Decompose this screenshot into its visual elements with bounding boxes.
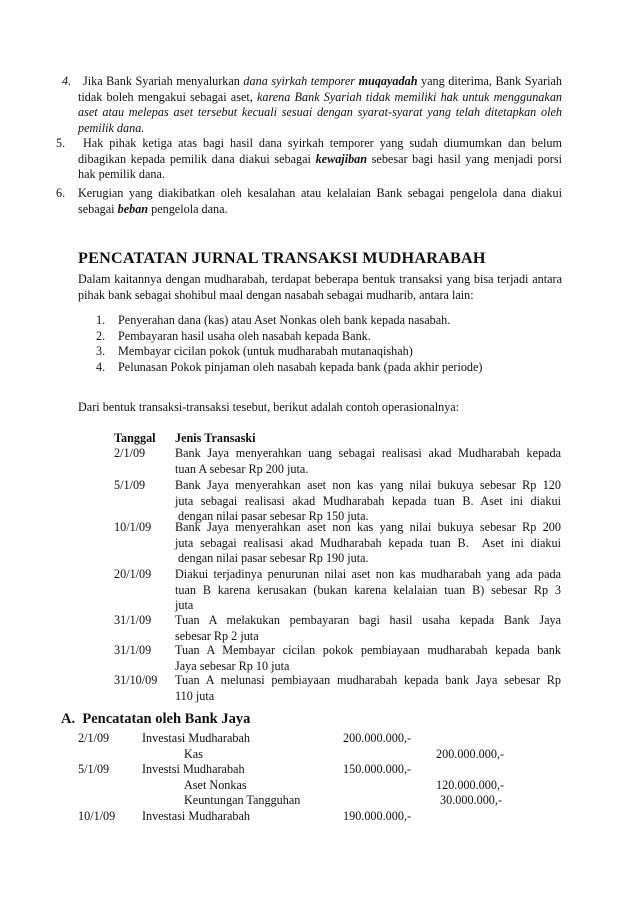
transactions-table: Tanggal Jenis Transaski 2/1/09 Bank Jaya menyerahkan uang sebagai realisasi akad Mudharabah kepada tuan A sebesar Rp 200 juta. 5/1/09 Bank Jaya menyerahkan aset non kas yang nilai bukuya sebesar Rp 120 juta sebagai realisasi akad Mudharabah kepada tuan B. Aset ini diakui dengan nilai pasar sebesar Rp 150 juta. 10/1/09 Bank Jaya menyerahkan aset non kas yang nilai bukuya sebesar Rp 200 juta sebagai realisasi akad Mudharabah kepada tuan B. Aset ini diakui dengan nilai pasar sebesar Rp 190 juta. 20/1/09 Diakui terjadinya penurunan nilai aset non kas mudharabah yang ada pada tuan B karena kerusakan (bukan karena kelalaian tuan B) sebesar Rp 3 juta 31/1/09 Tuan A melakukan pembayaran bagi hasil usaha kepada Bank Jaya sebesar Rp 2 juta 31/1/09 Tuan A Membayar cicilan pokok pembiayaan mudharabah kepada bank Jaya sebesar Rp 10 juta 31/10/09 Tuan A melunasi pembiayaan mudharabah kepada bank Jaya sebesar Rp 110 juta xyxy=(114,431,561,703)
item-text: Kerugian yang diakibatkan oleh kesalahan atau kelalaian Bank sebagai pengelola dana diakui sebagai beban pengelola dana. xyxy=(78,186,562,216)
example-intro: Dari bentuk transaksi-transaksi tesebut, berikut adalah contoh operasionalnya: xyxy=(78,400,460,414)
item-text: Jika Bank Syariah menyalurkan dana syirkah temporer muqayadah yang diterima, Bank Syariah tidak boleh mengakui sebagai aset, karena Bank Syariah tidak memiliki hak untuk menggunakan aset atau melepas aset tersebut kecuali sesuai dengan syarat-syarat yang telah ditetapkan oleh pemilik dana. xyxy=(78,74,563,135)
list-item: 2. Pembayaran hasil usaha oleh nasabah kepada Bank. xyxy=(96,328,371,343)
journal-table: 2/1/09 Investasi Mudharabah 200.000.000,- Kas 200.000.000,- 5/1/09 Investsi Mudharabah 150.000.000,- Aset Nonkas 120.000.000,- Keuntungan Tangguhan 30.000.000,- 10/1/09 Investasi Mudharabah 190.000.000,- xyxy=(78,731,505,823)
section-title: PENCATATAN JURNAL TRANSAKSI MUDHARABAH xyxy=(78,249,486,267)
section-a-heading: A. Pencatatan oleh Bank Jaya xyxy=(61,711,251,727)
list-item: 1. Penyerahan dana (kas) atau Aset Nonkas oleh bank kepada nasabah. xyxy=(96,313,451,327)
item-4 xyxy=(62,74,562,136)
list-item: 3. Membayar cicilan pokok (untuk mudharabah mutanaqishah) xyxy=(96,344,413,358)
item-text: Hak pihak ketiga atas bagi hasil dana syirkah temporer yang sudah diumumkan dan belum dibagikan kepada pemilik dana diakui sebagai kewajiban sebesar bagi hasil yang menjadi porsi hak pemilik dana. xyxy=(78,136,562,181)
item-number: 4. xyxy=(62,74,72,88)
item-number: 6. xyxy=(56,186,66,200)
numbered-items xyxy=(56,74,563,220)
header-date: Tanggal xyxy=(114,431,156,445)
item-number: 5. xyxy=(56,136,66,150)
item-5 xyxy=(56,136,562,186)
header-type: Jenis Transaski xyxy=(175,431,256,445)
list-item: 4. Pelunasan Pokok pinjaman oleh nasabah kepada bank (pada akhir periode) xyxy=(96,359,483,374)
intro-paragraph: Dalam kaitannya dengan mudharabah, terdapat beberapa bentuk transaksi yang bisa terjadi antara pihak bank sebagai shohibul maal dengan nasabah sebagai mudharib, antara lain: xyxy=(78,272,562,302)
transaction-type-list xyxy=(96,313,566,375)
item-6 xyxy=(56,186,562,220)
